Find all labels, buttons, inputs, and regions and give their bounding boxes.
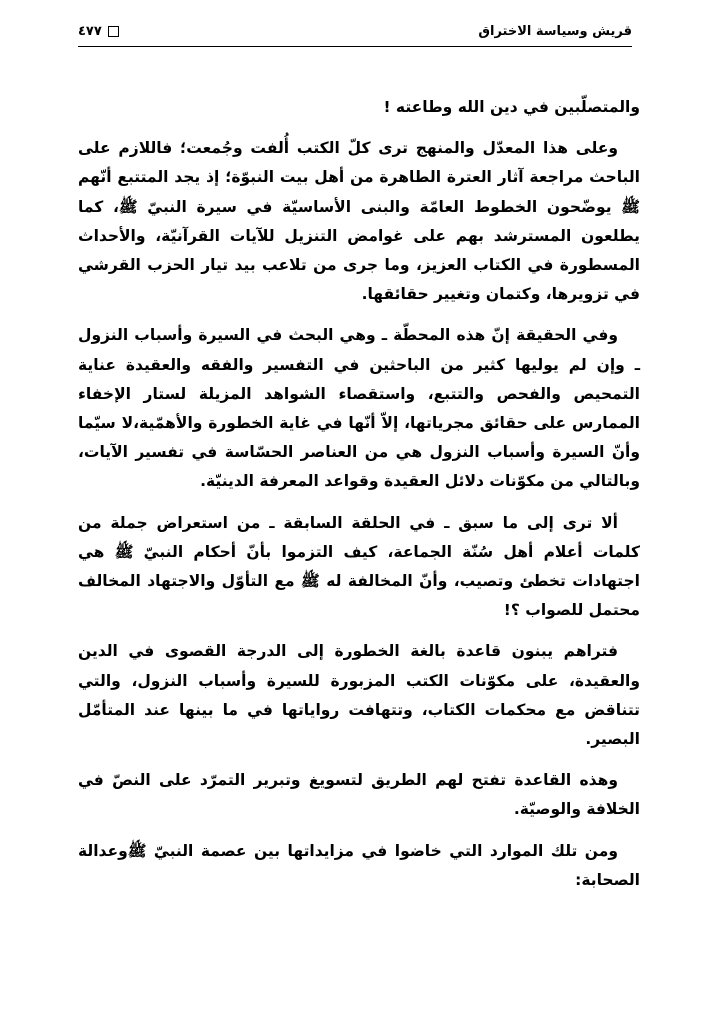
page-number: ٤٧٧ xyxy=(78,23,102,39)
paragraph: وهذه القاعدة تفتح لهم الطريق لتسويغ وتبرير التمرّد على النصّ في الخلافة والوصيّة. xyxy=(78,771,640,819)
square-ornament-icon xyxy=(108,26,119,37)
book-title: قريش وسياسة الاختراق xyxy=(478,23,632,39)
paragraph: وفي الحقيقة إنّ هذه المحطّة ـ وهي البحث في السيرة وأسباب النزول ـ وإن لم يوليها كثير من الباحثين في التفسير والفقه والعقيدة عناية التمحيص والفحص والتتبع، واستقصاء الشواهد المزيلة لستار الإخفاء الممارس على حقائق مجرياتها، إلاّ أنّها في غاية الخطورة والأهمّية،لا سيّما وأنّ السيرة وأسباب النزول هي من العناصر الحسّاسة في تفسير الآيات، وبالتالي من مكوّنات دلائل العقيدة وقواعد المعرفة الدينيّة. xyxy=(78,326,640,491)
paragraph: وعلى هذا المعدّل والمنهج ترى كلّ الكتب أُلفت وجُمعت؛ فاللازم على الباحث مراجعة آثار العترة الطاهرة من أهل بيت النبوّة؛ إذ يجد المتتبع أنّهم ﷺ يوضّحون الخطوط العامّة والبنى الأساسيّة في سيرة النبيّ ﷺ، كما يطلعون المسترشد بهم على غوامض التنزيل للآيات القرآنيّة، والأحداث المسطورة في الكتاب العزيز، وما جرى من تلاعب بيد تيار الحزب القرشي في تزويرها، وكتمان وتغيير حقائقها. xyxy=(78,139,640,304)
paragraph: والمتصلّبين في دين الله وطاعته ! xyxy=(383,98,640,116)
running-header xyxy=(78,18,632,47)
paragraph: فتراهم يبنون قاعدة بالغة الخطورة إلى الدرجة القصوى في الدين والعقيدة، على مكوّنات الكتب المزبورة للسيرة وأسباب النزول، والتي تتناقض مع محكمات الكتاب، وتتهافت رواياتها في ما بينها عند المتأمّل البصير. xyxy=(78,642,640,749)
paragraph: ومن تلك الموارد التي خاضوا في مزايداتها بين عصمة النبيّ ﷺوعدالة الصحابة: xyxy=(78,841,640,889)
paragraph: ألا ترى إلى ما سبق ـ في الحلقة السابقة ـ من استعراض جملة من كلمات أعلام أهل سُنّة الجماعة، كيف التزموا بأنّ أحكام النبيّ ﷺ هي اجتهادات تخطئ وتصيب، وأنّ المخالفة له ﷺ مع التأوّل والاجتهاد المخالف محتمل للصواب ؟! xyxy=(78,513,640,620)
page-number-block xyxy=(78,24,119,39)
book-page xyxy=(78,18,640,907)
body-text xyxy=(78,93,640,895)
